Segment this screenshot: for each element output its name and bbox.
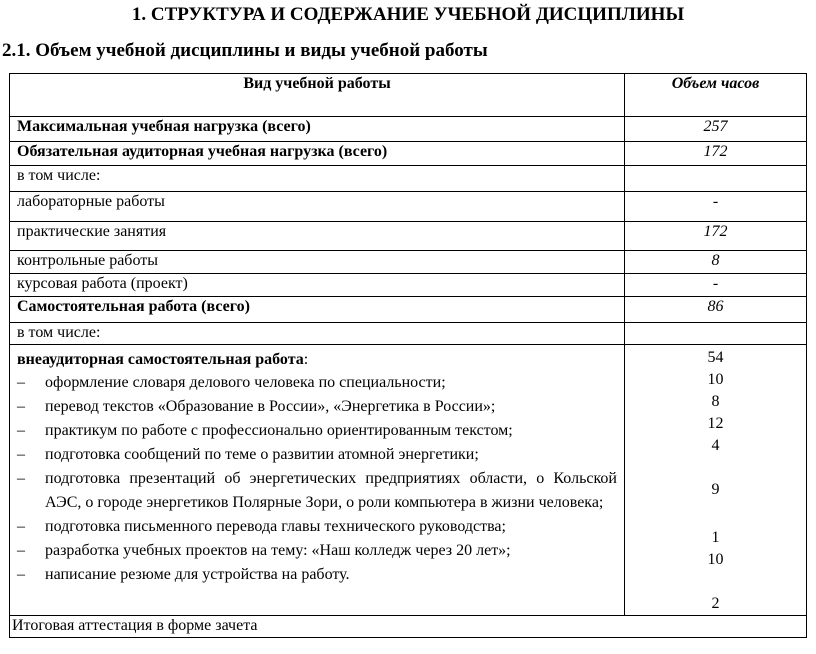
- table-header-row: [10, 74, 807, 117]
- row-label: лабораторные работы: [10, 192, 625, 222]
- value-item: 1: [711, 529, 720, 546]
- table-row: [10, 222, 807, 251]
- list-item: – написание резюме для устройства на работу.: [17, 563, 617, 587]
- row-value: 172: [625, 142, 807, 166]
- extracurricular-cell: [10, 345, 625, 616]
- value-item: 4: [711, 437, 720, 454]
- dash-marker: –: [17, 374, 25, 391]
- extracurricular-values: [625, 345, 807, 616]
- table-row: [10, 323, 807, 345]
- value-item: 2: [711, 595, 720, 612]
- list-item: – подготовка презентаций об энергетических предприятиях области, о Кольской АЭС, о городе энергетиков Полярные Зори, о роли компьютера в жизни человека;: [17, 467, 617, 515]
- table-row-final: [10, 616, 807, 638]
- row-value: 8: [625, 251, 807, 274]
- table-row: [10, 297, 807, 323]
- subsection-heading: 2.1. Объем учебной дисциплины и виды учебной работы: [2, 40, 488, 61]
- list-item: – подготовка сообщений по теме о развитии атомной энергетики;: [17, 443, 617, 467]
- list-item: – подготовка письменного перевода главы технического руководства;: [17, 515, 617, 539]
- row-label: курсовая работа (проект): [10, 274, 625, 297]
- row-label: в том числе:: [10, 166, 625, 192]
- column-header-work-type: Вид учебной работы: [10, 74, 625, 117]
- value-item: 12: [707, 415, 724, 432]
- value-item: 10: [707, 371, 724, 388]
- dash-marker: –: [17, 422, 25, 439]
- section-heading: 1. СТРУКТУРА И СОДЕРЖАНИЕ УЧЕБНОЙ ДИСЦИПЛИНЫ: [131, 4, 685, 25]
- table-row-extracurricular: [10, 345, 807, 616]
- extracurricular-title: внеаудиторная самостоятельная работа:: [17, 351, 309, 368]
- list-item: – практикум по работе с профессионально ориентированным текстом;: [17, 419, 617, 443]
- dash-marker: –: [17, 542, 25, 559]
- table-row: [10, 274, 807, 297]
- row-value: 172: [625, 222, 807, 251]
- list-item: – оформление словаря делового человека по специальности;: [17, 371, 617, 395]
- final-attestation: Итоговая аттестация в форме зачета: [10, 616, 807, 638]
- row-value: 86: [625, 297, 807, 323]
- row-label: в том числе:: [10, 323, 625, 345]
- dash-marker: –: [17, 518, 25, 535]
- row-label: практические занятия: [10, 222, 625, 251]
- table-row: [10, 117, 807, 142]
- value-total: 54: [707, 349, 724, 366]
- dash-marker: –: [17, 470, 25, 487]
- row-value: [625, 323, 807, 345]
- table-row: [10, 251, 807, 274]
- row-value: [625, 166, 807, 192]
- row-value: -: [625, 274, 807, 297]
- dash-marker: –: [17, 398, 25, 415]
- row-label: контрольные работы: [10, 251, 625, 274]
- table-row: [10, 166, 807, 192]
- extracurricular-list: [17, 371, 617, 587]
- value-item: 9: [711, 481, 720, 498]
- value-item: 10: [707, 551, 724, 568]
- row-label: Максимальная учебная нагрузка (всего): [10, 117, 625, 142]
- value-item: 8: [711, 393, 720, 410]
- row-value: -: [625, 192, 807, 222]
- row-label: Самостоятельная работа (всего): [10, 297, 625, 323]
- list-item: – перевод текстов «Образование в России», «Энергетика в России»;: [17, 395, 617, 419]
- row-value: 257: [625, 117, 807, 142]
- column-header-hours: Объем часов: [625, 74, 807, 117]
- values-list: [632, 347, 799, 615]
- row-label: Обязательная аудиторная учебная нагрузка (всего): [10, 142, 625, 166]
- table-row: [10, 142, 807, 166]
- table-row: [10, 192, 807, 222]
- dash-marker: –: [17, 446, 25, 463]
- workload-table: [9, 73, 807, 638]
- list-item: – разработка учебных проектов на тему: «Наш колледж через 20 лет»;: [17, 539, 617, 563]
- dash-marker: –: [17, 566, 25, 583]
